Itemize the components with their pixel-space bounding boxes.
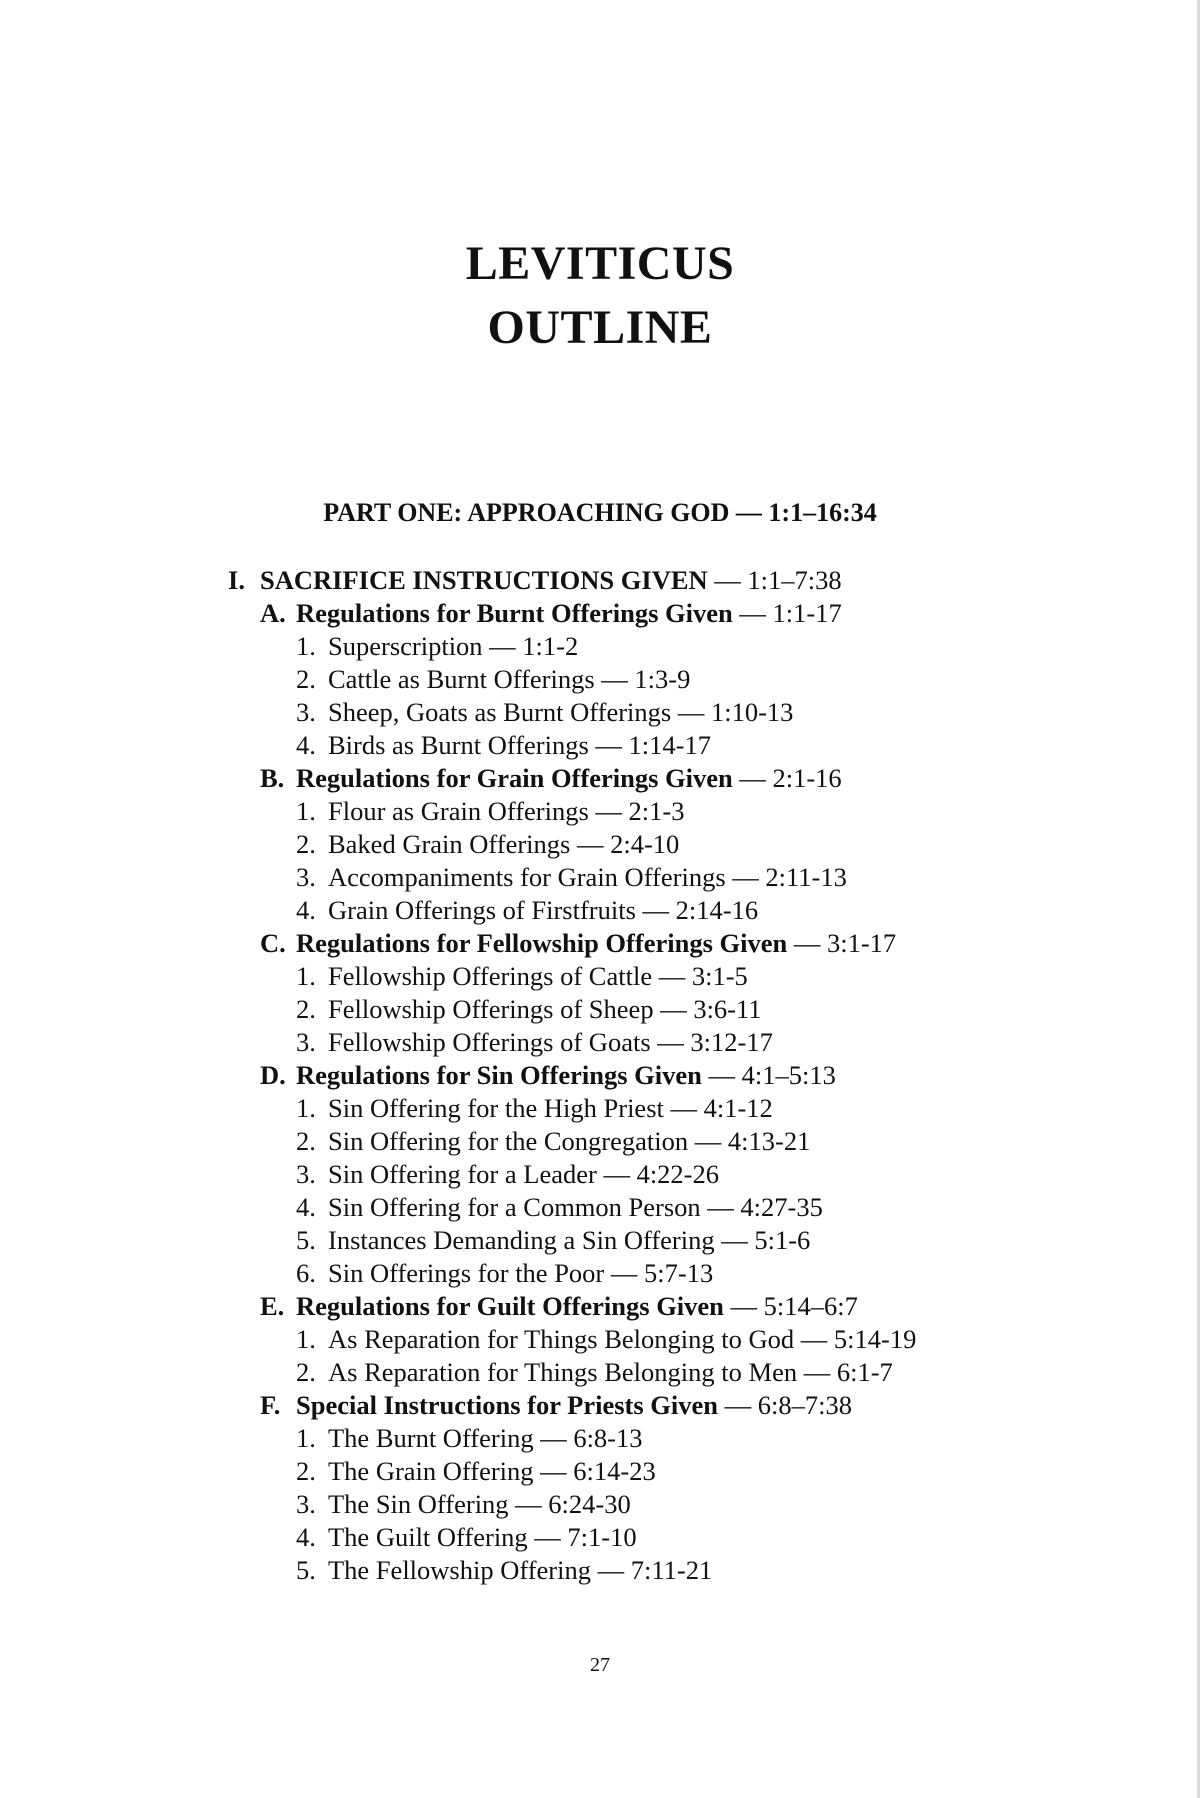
outline-item-marker: 6. bbox=[296, 1258, 316, 1288]
outline-item-marker: 2. bbox=[296, 1357, 316, 1387]
outline-item-text: Instances Demanding a Sin Offering — 5:1-6 bbox=[328, 1225, 811, 1255]
outline-item-marker: 2. bbox=[296, 664, 316, 694]
subsection-title: Regulations for Burnt Offerings Given bbox=[296, 598, 733, 628]
outline-item bbox=[228, 960, 1108, 993]
subsection-ref: — 2:1-16 bbox=[732, 763, 842, 793]
outline-item-marker: 1. bbox=[296, 1423, 316, 1453]
outline-item-marker: 4. bbox=[296, 1192, 316, 1222]
outline-item bbox=[228, 729, 1108, 762]
outline-item-marker: 4. bbox=[296, 895, 316, 925]
outline-item bbox=[228, 993, 1108, 1026]
outline-item bbox=[228, 1191, 1108, 1224]
outline-item-text: Fellowship Offerings of Goats — 3:12-17 bbox=[328, 1027, 773, 1057]
outline-item-text: Fellowship Offerings of Sheep — 3:6-11 bbox=[328, 994, 762, 1024]
outline-item-marker: 3. bbox=[296, 697, 316, 727]
outline-item bbox=[228, 1224, 1108, 1257]
outline-item bbox=[228, 630, 1108, 663]
outline-item-text: Cattle as Burnt Offerings — 1:3-9 bbox=[328, 664, 691, 694]
outline-item-marker: 3. bbox=[296, 1489, 316, 1519]
subsection-ref: — 6:8–7:38 bbox=[718, 1390, 853, 1420]
subsection-ref: — 1:1-17 bbox=[732, 598, 842, 628]
outline-item bbox=[228, 1092, 1108, 1125]
page-title bbox=[0, 232, 1200, 360]
outline bbox=[228, 564, 1108, 1587]
subsection-heading bbox=[228, 762, 1108, 795]
subsection-title: Regulations for Grain Offerings Given bbox=[296, 763, 733, 793]
outline-item-marker: 4. bbox=[296, 730, 316, 760]
subsection-title: Regulations for Fellowship Offerings Given bbox=[296, 928, 788, 958]
outline-item-text: The Burnt Offering — 6:8-13 bbox=[328, 1423, 643, 1453]
outline-item-text: As Reparation for Things Belonging to Men — 6:1-7 bbox=[328, 1357, 893, 1387]
subsection-list bbox=[228, 597, 1108, 1587]
subsection-heading bbox=[228, 1389, 1108, 1422]
outline-item bbox=[228, 1554, 1108, 1587]
subsection-title: Regulations for Sin Offerings Given bbox=[296, 1060, 702, 1090]
page-number: 27 bbox=[590, 1654, 610, 1676]
outline-item-text: Flour as Grain Offerings — 2:1-3 bbox=[328, 796, 685, 826]
part-heading: PART ONE: APPROACHING GOD — 1:1–16:34 bbox=[323, 498, 877, 527]
outline-item bbox=[228, 1356, 1108, 1389]
outline-item-text: As Reparation for Things Belonging to God — 5:14-19 bbox=[328, 1324, 917, 1354]
outline-item-text: The Fellowship Offering — 7:11-21 bbox=[328, 1555, 713, 1585]
outline-item-text: Fellowship Offerings of Cattle — 3:1-5 bbox=[328, 961, 748, 991]
outline-item-marker: 5. bbox=[296, 1555, 316, 1585]
section-title: SACRIFICE INSTRUCTIONS GIVEN bbox=[260, 565, 708, 595]
outline-item bbox=[228, 696, 1108, 729]
subsection-marker: A. bbox=[260, 598, 286, 628]
outline-item-marker: 2. bbox=[296, 994, 316, 1024]
subsection-heading bbox=[228, 1290, 1108, 1323]
outline-item-marker: 1. bbox=[296, 631, 316, 661]
outline-item-marker: 4. bbox=[296, 1522, 316, 1552]
outline-item-text: Sin Offering for a Common Person — 4:27-35 bbox=[328, 1192, 823, 1222]
outline-item-marker: 1. bbox=[296, 961, 316, 991]
outline-item-marker: 3. bbox=[296, 1159, 316, 1189]
outline-item-marker: 1. bbox=[296, 796, 316, 826]
outline-item-text: Accompaniments for Grain Offerings — 2:11-13 bbox=[328, 862, 847, 892]
outline-item bbox=[228, 894, 1108, 927]
outline-item bbox=[228, 1521, 1108, 1554]
subsection-heading bbox=[228, 597, 1108, 630]
subsection-marker: E. bbox=[260, 1291, 285, 1321]
subsection-ref: — 4:1–5:13 bbox=[701, 1060, 836, 1090]
title-line-2: OUTLINE bbox=[487, 301, 713, 354]
section-ref: — 1:1–7:38 bbox=[707, 565, 842, 595]
outline-item-marker: 1. bbox=[296, 1324, 316, 1354]
subsection-marker: B. bbox=[260, 763, 285, 793]
outline-item-text: Grain Offerings of Firstfruits — 2:14-16 bbox=[328, 895, 759, 925]
outline-item-marker: 2. bbox=[296, 1456, 316, 1486]
outline-item-text: Birds as Burnt Offerings — 1:14-17 bbox=[328, 730, 711, 760]
subsection-heading bbox=[228, 927, 1108, 960]
outline-item-marker: 1. bbox=[296, 1093, 316, 1123]
section-marker: I. bbox=[228, 565, 245, 595]
outline-item-marker: 3. bbox=[296, 1027, 316, 1057]
outline-item bbox=[228, 1257, 1108, 1290]
outline-item bbox=[228, 1323, 1108, 1356]
outline-item-marker: 5. bbox=[296, 1225, 316, 1255]
outline-item-text: Superscription — 1:1-2 bbox=[328, 631, 579, 661]
outline-item bbox=[228, 1488, 1108, 1521]
outline-item bbox=[228, 663, 1108, 696]
subsection-ref: — 3:1-17 bbox=[787, 928, 897, 958]
subsection-marker: D. bbox=[260, 1060, 286, 1090]
outline-item-text: Sin Offering for a Leader — 4:22-26 bbox=[328, 1159, 720, 1189]
subsection-marker: C. bbox=[260, 928, 286, 958]
outline-item-text: Sin Offerings for the Poor — 5:7-13 bbox=[328, 1258, 714, 1288]
subsection-title: Regulations for Guilt Offerings Given bbox=[296, 1291, 724, 1321]
outline-item bbox=[228, 828, 1108, 861]
outline-item bbox=[228, 1158, 1108, 1191]
outline-item bbox=[228, 1125, 1108, 1158]
outline-item-text: The Grain Offering — 6:14-23 bbox=[328, 1456, 656, 1486]
outline-item bbox=[228, 1455, 1108, 1488]
outline-item-marker: 2. bbox=[296, 829, 316, 859]
outline-item bbox=[228, 1026, 1108, 1059]
title-line-1: LEVITICUS bbox=[465, 237, 735, 290]
outline-item-text: Sheep, Goats as Burnt Offerings — 1:10-13 bbox=[328, 697, 794, 727]
outline-item-text: The Sin Offering — 6:24-30 bbox=[328, 1489, 631, 1519]
subsection-title: Special Instructions for Priests Given bbox=[296, 1390, 719, 1420]
outline-item bbox=[228, 861, 1108, 894]
outline-item-text: The Guilt Offering — 7:1-10 bbox=[328, 1522, 637, 1552]
outline-item-marker: 3. bbox=[296, 862, 316, 892]
outline-item-text: Sin Offering for the Congregation — 4:13-21 bbox=[328, 1126, 811, 1156]
subsection-heading bbox=[228, 1059, 1108, 1092]
subsection-marker: F. bbox=[260, 1390, 281, 1420]
outline-item-text: Baked Grain Offerings — 2:4-10 bbox=[328, 829, 680, 859]
section-heading bbox=[228, 564, 1108, 597]
outline-item-marker: 2. bbox=[296, 1126, 316, 1156]
outline-item bbox=[228, 795, 1108, 828]
outline-item-text: Sin Offering for the High Priest — 4:1-12 bbox=[328, 1093, 773, 1123]
outline-item bbox=[228, 1422, 1108, 1455]
subsection-ref: — 5:14–6:7 bbox=[723, 1291, 858, 1321]
